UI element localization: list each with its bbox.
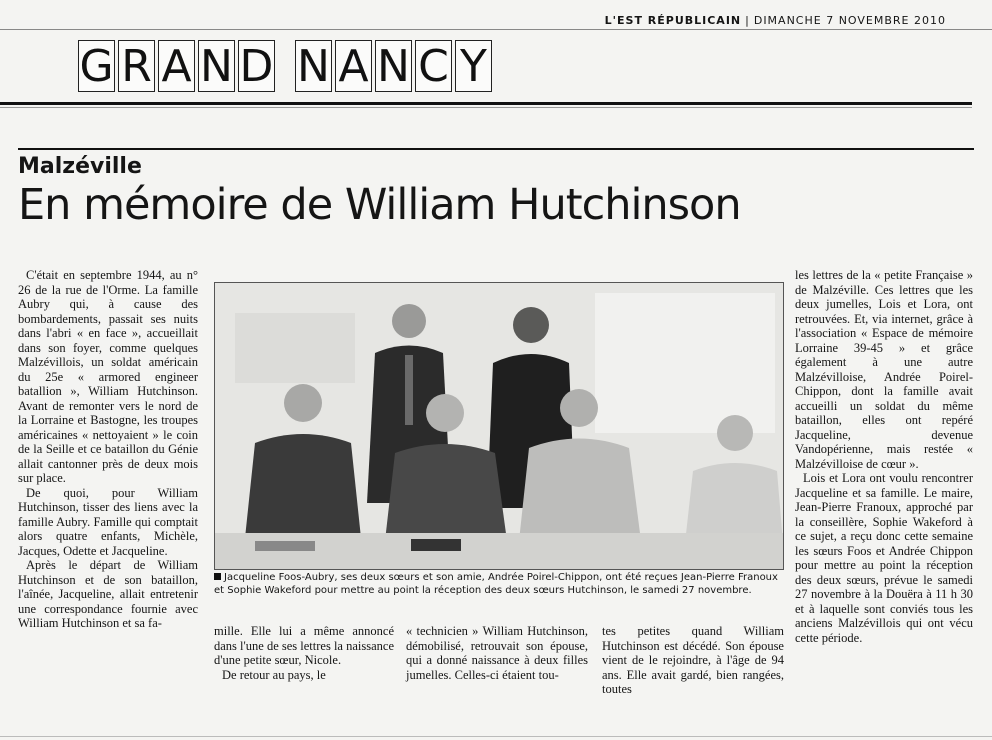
article-column-4 [602, 624, 784, 697]
bottom-rule [0, 736, 992, 737]
article-rule [18, 148, 974, 150]
paragraph: tes petites quand William Hutchinson est décédé. Son épouse vient de le rejoindre, à l'âge de 94 ans. Elle avait gardé, bien rangées, toutes [602, 624, 784, 696]
masthead [605, 14, 946, 27]
section-letter: R [118, 40, 155, 92]
paragraph: De quoi, pour William Hutchinson, tisser des liens avec la famille Aubry. Famille qui comptait alors quatre enfants, Michèle, Jacques, Odette et Jacqueline. [18, 485, 198, 558]
section-letter: N [295, 40, 332, 92]
paragraph: « technicien » William Hutchinson, démobilisé, retrouvait son épouse, qui a donné naissance à deux filles jumelles. Celles-ci étaient tou- [406, 624, 588, 682]
section-letter: G [79, 40, 114, 92]
masthead-date: DIMANCHE 7 NOVEMBRE 2010 [753, 14, 946, 27]
article-column-2 [214, 624, 394, 682]
masthead-separator: | [745, 14, 750, 27]
section-letter: Y [455, 40, 492, 92]
article-column-5 [795, 268, 973, 645]
section-letter: D [239, 40, 274, 92]
article-photo [214, 282, 784, 570]
article-column-1 [18, 268, 198, 631]
section-band-thin [0, 107, 972, 108]
section-letter: N [375, 40, 412, 92]
section-space [278, 40, 292, 92]
masthead-paper: L'EST RÉPUBLICAIN [604, 14, 742, 27]
photo-caption [214, 572, 780, 597]
section-letter: N [198, 40, 235, 92]
article-kicker: Malzéville [18, 154, 142, 179]
top-rule [0, 29, 992, 30]
article-column-3 [406, 624, 588, 682]
group-photo-illustration [215, 283, 783, 569]
section-band [0, 102, 972, 105]
paragraph: les lettres de la « petite Française » de Malzéville. Ces lettres que les deux jumelles, Lois et Lora, ont retrouvées. Et, via internet, grâce à l'association « Espace de mémoire Lorraine 39-45 » et grâce également à une autre Malzévilloise, Andrée Poirel-Chippon, dont la famille avait accueilli un soldat du même bataillon, elles ont repéré Jacqueline, devenue Vandopérienne, mais restée « Malzévilloise de cœur ». [795, 268, 973, 471]
caption-text: Jacqueline Foos-Aubry, ses deux sœurs et son amie, Andrée Poirel-Chippon, ont été reçues Jean-Pierre Franoux et Sophie Wakeford pour mettre au point la réception des deux sœurs Hutchinson, le samedi 27 novembre. [214, 572, 778, 596]
section-title [78, 40, 492, 92]
paragraph: C'était en septembre 1944, au n° 26 de la rue de l'Orme. La famille Aubry qui, à cause des bombardements, passait ses nuits dans l'abri « en face », accueillait dans son foyer, comme quelques Malzévillois, un soldat américain du 25e « armored engineer batallion », William Hutchinson. Avant de remonter vers le nord de la Lorraine et Bastogne, les troupes américaines « nettoyaient » le coin de la Seille et ce bataillon du Génie allait cantonner près de deux mois sur place. [18, 268, 198, 485]
paragraph: De retour au pays, le [222, 667, 326, 682]
caption-bullet [214, 573, 221, 580]
article-headline: En mémoire de William Hutchinson [18, 180, 741, 230]
paragraph: Après le départ de William Hutchinson et de son bataillon, l'aînée, Jacqueline, allait entretenir une correspondance fournie avec William Hutchinson et sa fa- [18, 558, 198, 630]
paragraph: Lois et Lora ont voulu rencontrer Jacqueline et sa famille. Le maire, Jean-Pierre Franoux, approché par la conseillère, Sophie Wakeford à ce sujet, a reçu donc cette semaine les sœurs Foos et Andrée Chippon pour mettre au point la réception des deux sœurs, prévue le samedi 27 novembre à la Douëra à 11 h 30 et à laquelle sont conviés tous les anciens Malzévillois qui ont vécu cette période. [795, 471, 973, 645]
section-letter: A [158, 40, 195, 92]
paragraph: mille. Elle lui a même annoncé dans l'une de ses lettres la naissance d'une petite sœur, Nicole. [214, 624, 394, 667]
section-letter: C [415, 40, 452, 92]
section-letter: A [335, 40, 372, 92]
